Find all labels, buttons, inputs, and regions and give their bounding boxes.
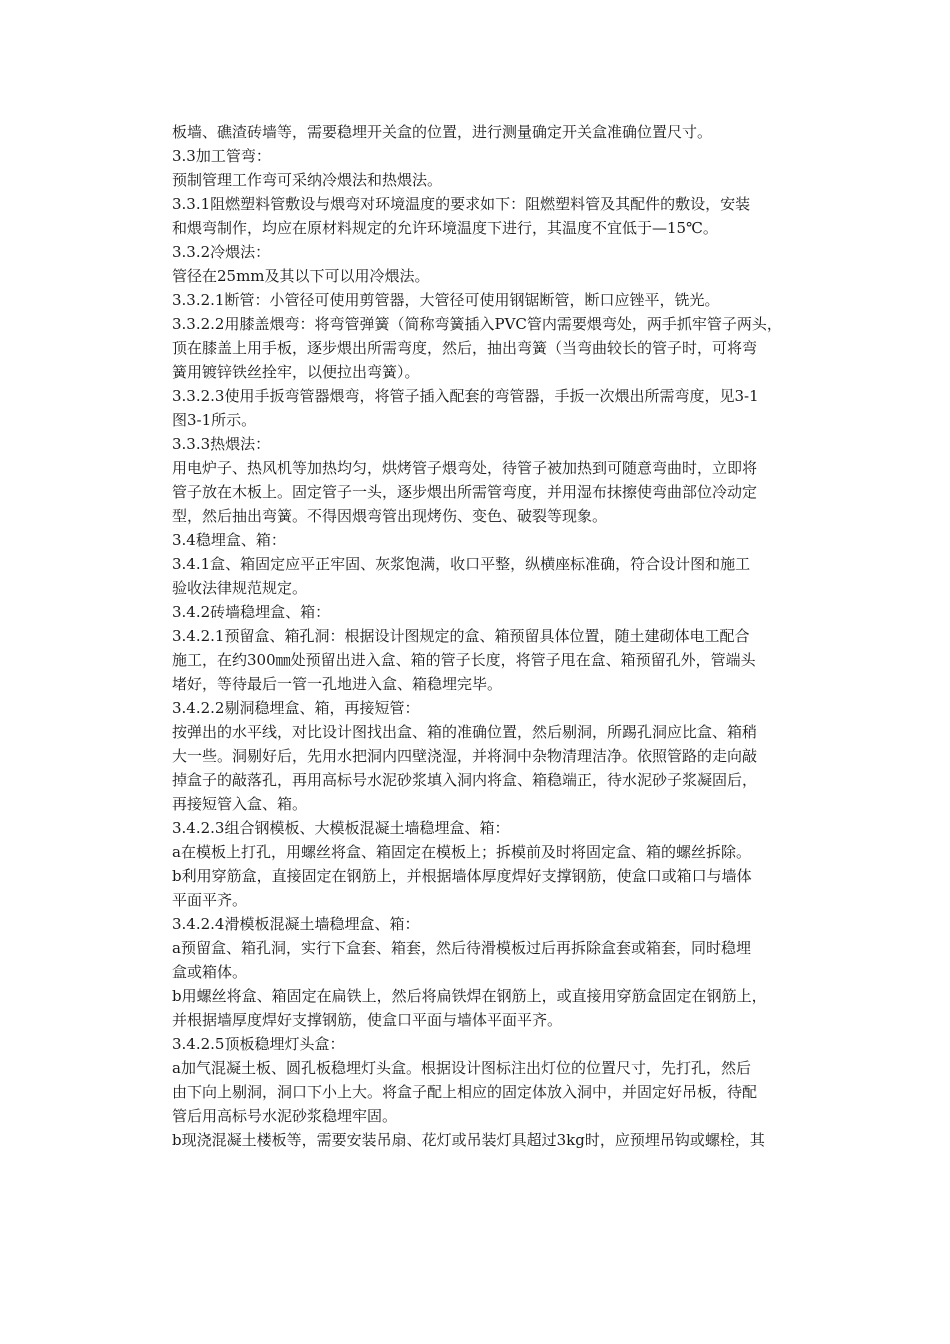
text-line: 3.3.2.1断管：小管径可使用剪管器，大管径可使用钢锯断管，断口应锉平，铣光。 bbox=[172, 291, 720, 309]
text-line: 顶在膝盖上用手板，逐步煨出所需弯度，然后，抽出弯簧（当弯曲较长的管子时，可将弯 bbox=[172, 339, 758, 357]
text-line: 大一些。洞剔好后，先用水把洞内四壁浇湿，并将洞中杂物清理洁净。依照管路的走向敲 bbox=[172, 747, 758, 765]
text-line: 3.3.1阻燃塑料管敷设与煨弯对环境温度的要求如下：阻燃塑料管及其配件的敷设，安装 bbox=[172, 195, 751, 213]
text-line: 3.4.2.4滑模板混凝土墙稳埋盒、箱： bbox=[172, 915, 420, 933]
text-line: 簧用镀锌铁丝拴牢，以便拉出弯簧）。 bbox=[172, 363, 420, 381]
text-line: 3.3.3热煨法： bbox=[172, 435, 271, 453]
text-line: 3.4.2.2剔洞稳埋盒、箱，再接短管： bbox=[172, 699, 420, 717]
text-line: 3.4.2砖墙稳埋盒、箱： bbox=[172, 603, 331, 621]
text-line: 用电炉子、热风机等加热均匀，烘烤管子煨弯处，待管子被加热到可随意弯曲时，立即将 bbox=[172, 459, 758, 477]
text-line: 由下向上剔洞，洞口下小上大。将盒子配上相应的固定体放入洞中，并固定好吊板，待配 bbox=[172, 1083, 758, 1101]
text-line: 管后用高标号水泥砂浆稳埋牢固。 bbox=[172, 1107, 398, 1125]
text-line: 盒或箱体。 bbox=[172, 963, 248, 981]
text-line: 施工，在约300㎜处预留出进入盒、箱的管子长度，将管子甩在盒、箱预留孔外，管端头 bbox=[172, 651, 756, 669]
text-line: 3.4.2.1预留盒、箱孔洞：根据设计图规定的盒、箱预留具体位置，随土建砌体电工配合 bbox=[172, 627, 750, 645]
text-line: 3.3.2.2用膝盖煨弯：将弯管弹簧（简称弯簧插入PVC管内需要煨弯处，两手抓牢管子两头， bbox=[172, 315, 782, 333]
text-line: 管径在25mm及其以下可以用冷煨法。 bbox=[172, 267, 430, 285]
text-line: 验收法律规范规定。 bbox=[172, 579, 308, 597]
text-line: 3.3.2冷煨法： bbox=[172, 243, 271, 261]
text-line: 图3-1所示。 bbox=[172, 411, 257, 429]
text-line: a在模板上打孔，用螺丝将盒、箱固定在模板上；拆模前及时将固定盒、箱的螺丝拆除。 bbox=[172, 843, 751, 861]
text-line: b用螺丝将盒、箱固定在扁铁上，然后将扁铁焊在钢筋上，或直接用穿筋盒固定在钢筋上， bbox=[172, 987, 767, 1005]
text-line: 预制管理工作弯可采纳冷煨法和热煨法。 bbox=[172, 171, 443, 189]
text-line: a预留盒、箱孔洞，实行下盒套、箱套，然后待滑模板过后再拆除盒套或箱套，同时稳埋 bbox=[172, 939, 751, 957]
text-line: 平面平齐。 bbox=[172, 891, 248, 909]
text-line: 3.4.1盒、箱固定应平正牢固、灰浆饱满，收口平整，纵横座标准确，符合设计图和施工 bbox=[172, 555, 751, 573]
text-line: 型，然后抽出弯簧。不得因煨弯管出现烤伤、变色、破裂等现象。 bbox=[172, 507, 608, 525]
text-line: 掉盒子的敲落孔，再用高标号水泥砂浆填入洞内将盒、箱稳端正，待水泥砂子浆凝固后， bbox=[172, 771, 758, 789]
text-line: 3.4稳埋盒、箱： bbox=[172, 531, 286, 549]
text-line: 3.3加工管弯： bbox=[172, 147, 271, 165]
text-line: 和煨弯制作，均应在原材料规定的允许环境温度下进行，其温度不宜低于—15℃。 bbox=[172, 219, 718, 237]
text-line: 并根据墙厚度焊好支撑钢筋，使盒口平面与墙体平面平齐。 bbox=[172, 1011, 563, 1029]
text-line: 再接短管入盒、箱。 bbox=[172, 795, 308, 813]
text-line: 3.4.2.5顶板稳埋灯头盒： bbox=[172, 1035, 345, 1053]
text-line: a加气混凝土板、圆孔板稳埋灯头盒。根据设计图标注出灯位的位置尺寸，先打孔，然后 bbox=[172, 1059, 751, 1077]
text-line: 管子放在木板上。固定管子一头，逐步煨出所需管弯度，并用湿布抹擦使弯曲部位冷动定 bbox=[172, 483, 758, 501]
text-line: 3.3.2.3使用手扳弯管器煨弯，将管子插入配套的弯管器，手扳一次煨出所需弯度，见3-1 bbox=[172, 387, 759, 405]
text-line: 堵好，等待最后一管一孔地进入盒、箱稳埋完毕。 bbox=[172, 675, 503, 693]
text-line: b现浇混凝土楼板等，需要安装吊扇、花灯或吊装灯具超过3kg时，应预埋吊钩或螺栓，其 bbox=[172, 1131, 765, 1149]
text-line: 3.4.2.3组合钢模板、大模板混凝土墙稳埋盒、箱： bbox=[172, 819, 510, 837]
text-line: b利用穿筋盒，直接固定在钢筋上，并根据墙体厚度焊好支撑钢筋，使盒口或箱口与墙体 bbox=[172, 867, 752, 885]
document-body bbox=[172, 120, 852, 1152]
text-line: 板墙、礁渣砖墙等，需要稳埋开关盒的位置，进行测量确定开关盒准确位置尺寸。 bbox=[172, 123, 713, 141]
text-line: 按弹出的水平线，对比设计图找出盒、箱的准确位置，然后剔洞，所踢孔洞应比盒、箱稍 bbox=[172, 723, 758, 741]
